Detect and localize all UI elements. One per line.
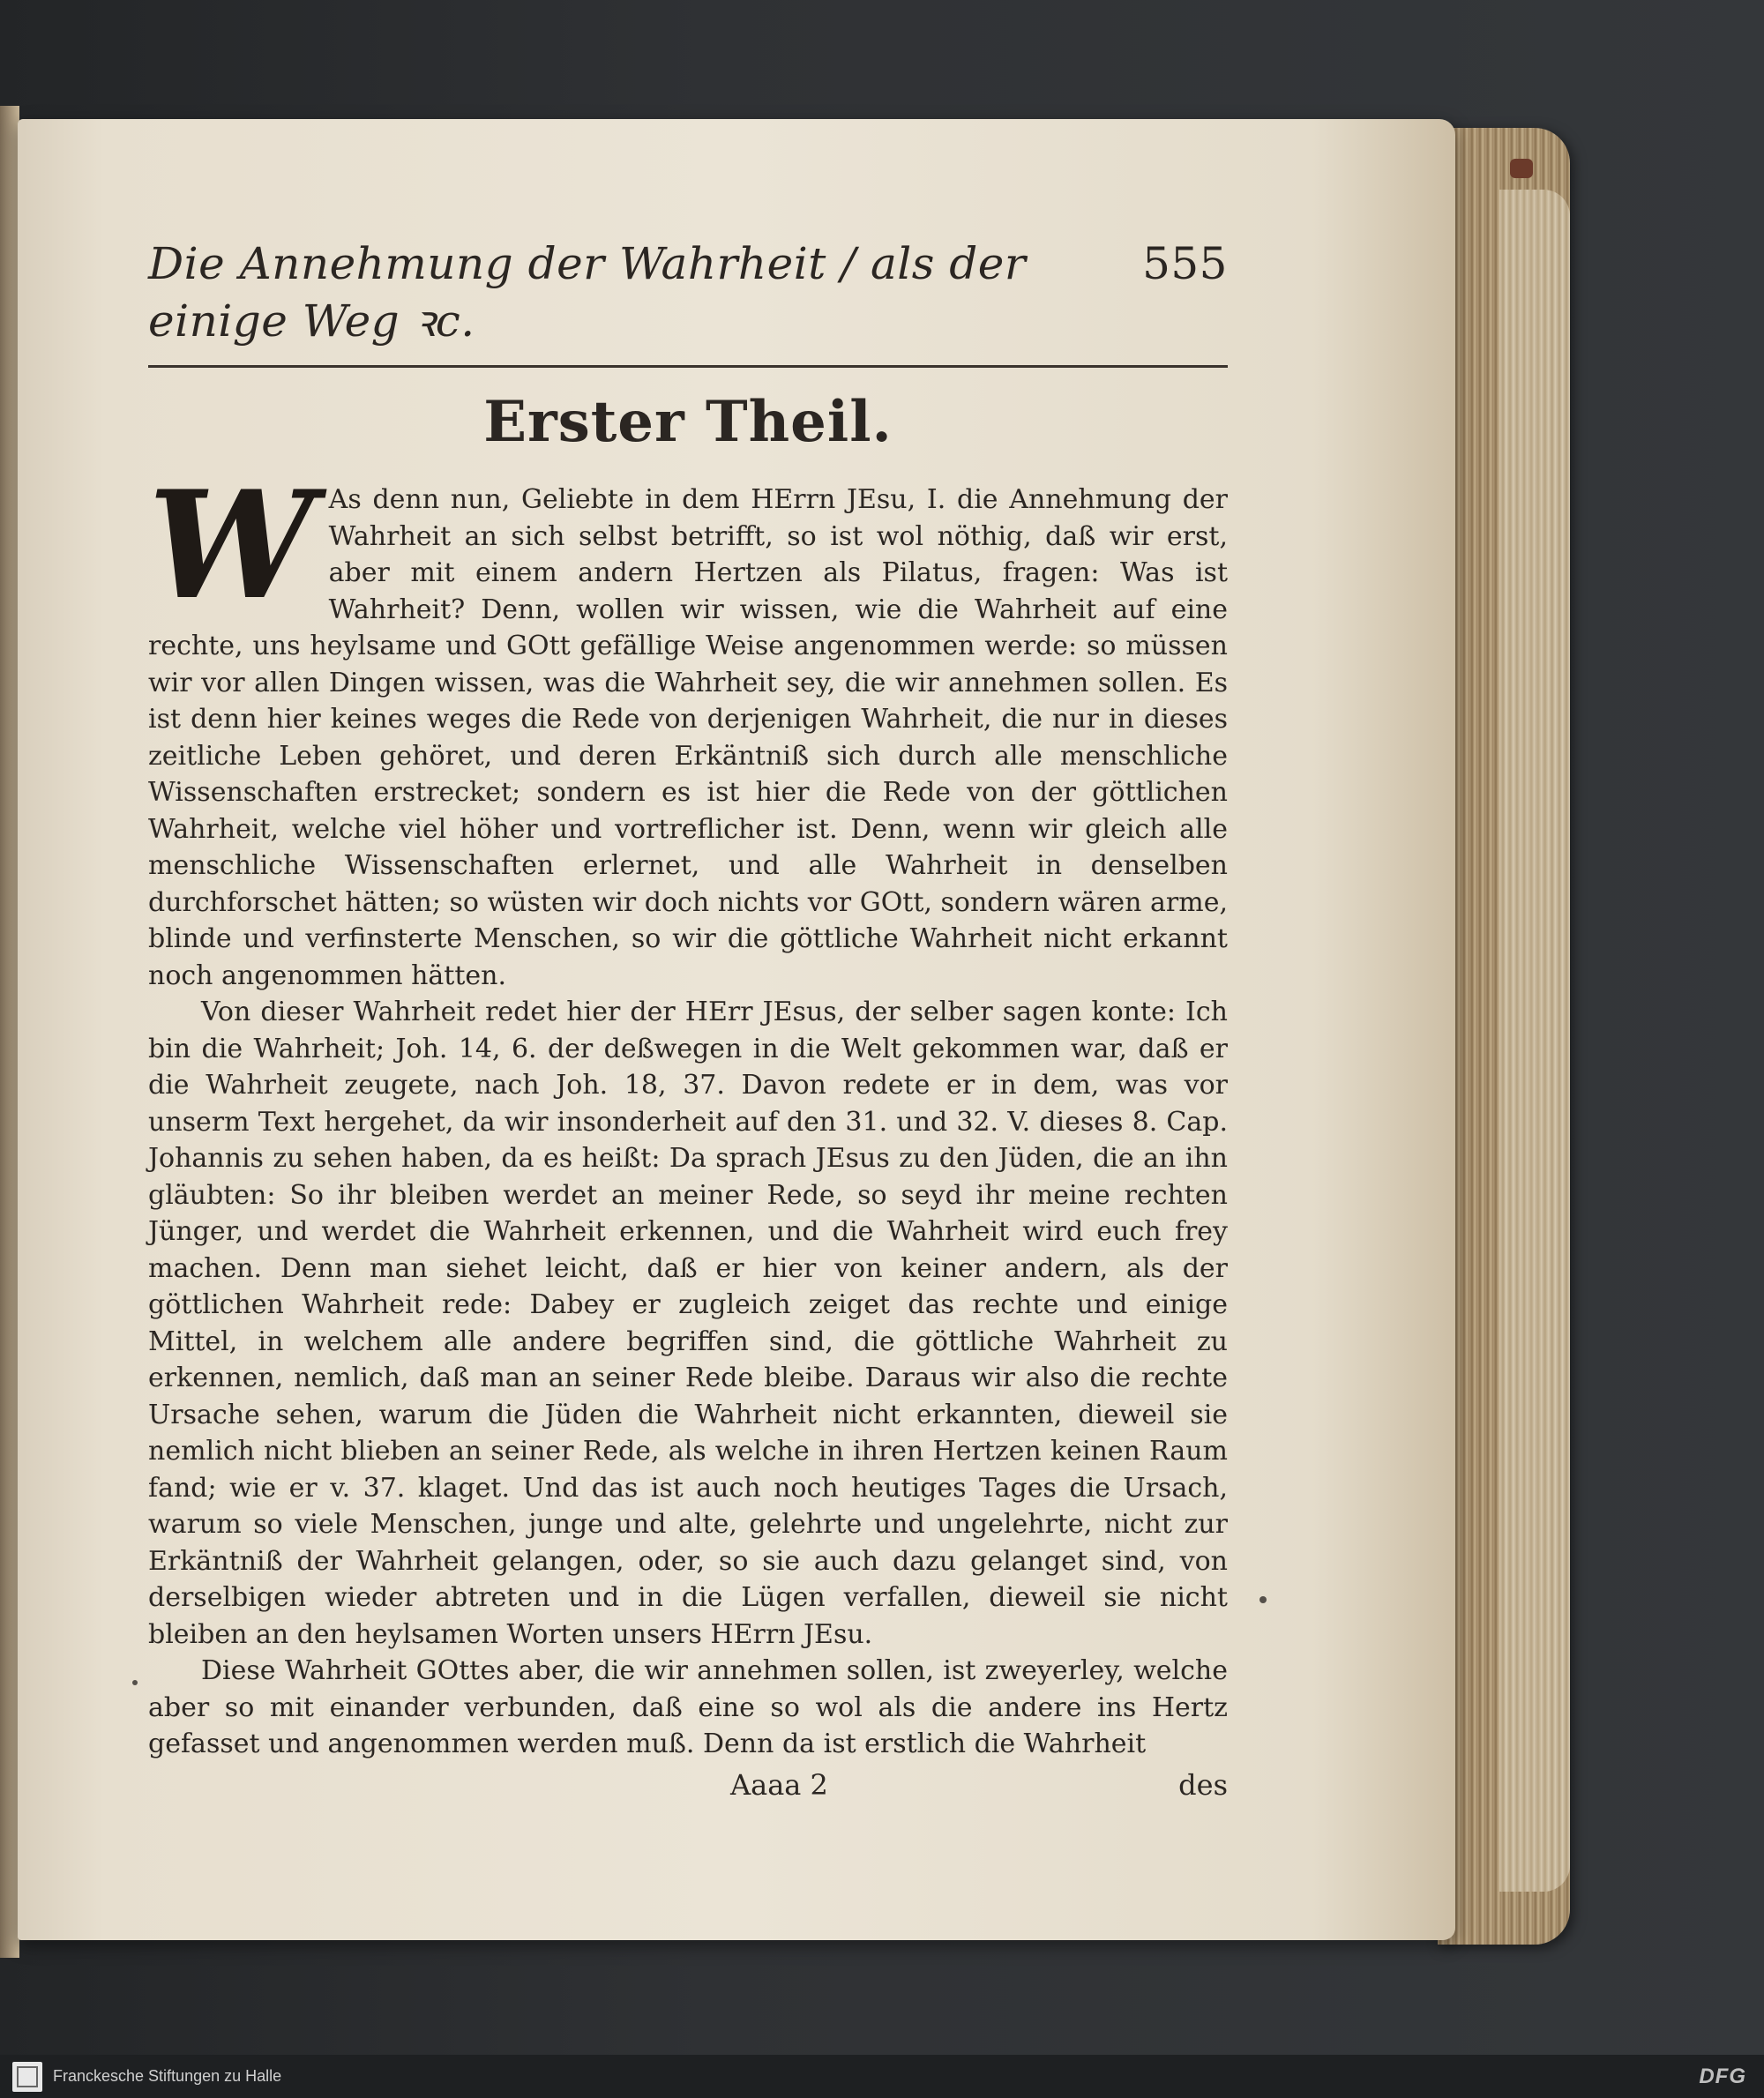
paragraph-1 [148, 458, 1228, 994]
page-foot-marks [148, 1768, 1228, 1802]
dfg-logo[interactable]: DFG [1699, 2064, 1746, 2088]
left-page-edge [0, 106, 19, 1958]
paragraph-2: Von dieser Wahrheit redet hier der HErr JEsus, der selber sagen konte: Ich bin die Wahrheit; Joh. 14, 6. der deßwegen in die Welt gekommen war, daß er die Wahrheit zeugete, nach Joh. 18, 37. Davon redete er in dem, was vor unserm Text hergehet, da wir insonderheit auf den 31. und 32. V. dieses 8. Cap. Johannis zu sehen haben, da es heißt: Da sprach JEsus zu den Jüden, die an ihn gläubten: So ihr bleiben werdet an meiner Rede, so seyd ihr meine rechten Jünger, und werdet die Wahrheit erkennen, und die Wahrheit wird euch frey machen. Denn man siehet leicht, daß er hier von keiner andern, als der göttlichen Wahrheit rede: Dabey er zugleich zeiget das rechte und einige Mittel, in welchem alle andere begriffen sind, die göttliche Wahrheit zu erkennen, nemlich, daß man an seiner Rede bleibe. Daraus wir also die rechte Ursache sehen, warum die Jüden die Wahrheit nicht erkannten, dieweil sie nemlich nicht blieben an seiner Rede, als welche in ihren Hertzen keinen Raum fand; wie er v. 37. klaget. Und das ist auch noch heutiges Tages die Ursach, warum so viele Menschen, junge und alte, gelehrte und ungelehrte, nicht zur Erkäntniß der Wahrheit gelangen, oder, so sie auch dazu gelanget sind, von derselbigen wieder abtreten und in die Lügen verfallen, dieweil sie nicht bleiben an den heylsamen Worten unsers HErrn JEsu. [148, 997, 1228, 1650]
bookmark-tab [1510, 159, 1533, 178]
paragraph-1-text: As denn nun, Geliebte in dem HErrn JEsu, I. die Annehmung der Wahrheit an sich selbst betrifft, so ist wol nöthig, daß wir erst, aber mit einem andern Hertzen als Pilatus, fragen: Was ist Wahrheit? Denn, wollen wir wissen, wie die Wahrheit auf eine rechte, uns heylsame und GOtt gefällige Weise angenommen werde: so müssen wir vor allen Dingen wissen, was die Wahrheit sey, die wir annehmen sollen. Es ist denn hier keines weges die Rede von derjenigen Wahrheit, die nur in dieses zeitliche Leben gehöret, und deren Erkäntniß sich durch alle menschliche Wissenschaften erstrecket; sondern es ist hier die Rede von der göttlichen Wahrheit, welche viel höher und vortreflicher ist. Denn, wenn wir gleich alle menschliche Wissenschaften erlernet, und alle Wahrheit in denselben durchforschet hätten; so wüsten wir doch nichts vor GOtt, sondern wären arme, blinde und verfinsterte Menschen, so wir die göttliche Wahrheit nicht erkannt noch angenommen hätten. [148, 484, 1228, 991]
signature-mark: Aaaa 2 [730, 1767, 828, 1802]
drop-cap: W [148, 458, 315, 632]
page-text [148, 238, 1228, 1802]
ink-speck [132, 1680, 138, 1685]
paragraph-3: Diese Wahrheit GOttes aber, die wir annehmen sollen, ist zweyerley, welche aber so mit einander verbunden, daß eine so wol als die andere ins Hertz gefasset und angenommen werden muß. Denn da ist erstlich die Wahrheit [148, 1655, 1228, 1759]
book-fore-edge-inner [1499, 190, 1570, 1892]
footer-institution[interactable] [0, 2062, 281, 2092]
institution-logo-icon [12, 2062, 42, 2092]
running-head-title: Die Annehmung der Wahrheit / als der einige Weg ꝛc. [148, 238, 1027, 347]
section-title: Erster Theil. [483, 389, 893, 455]
ink-speck [1259, 1596, 1267, 1603]
catchword: des [1178, 1767, 1228, 1802]
running-head [148, 238, 1228, 368]
page-number: 555 [1142, 238, 1228, 289]
institution-label: Franckesche Stiftungen zu Halle [53, 2067, 282, 2085]
viewer-footer [0, 2055, 1764, 2098]
